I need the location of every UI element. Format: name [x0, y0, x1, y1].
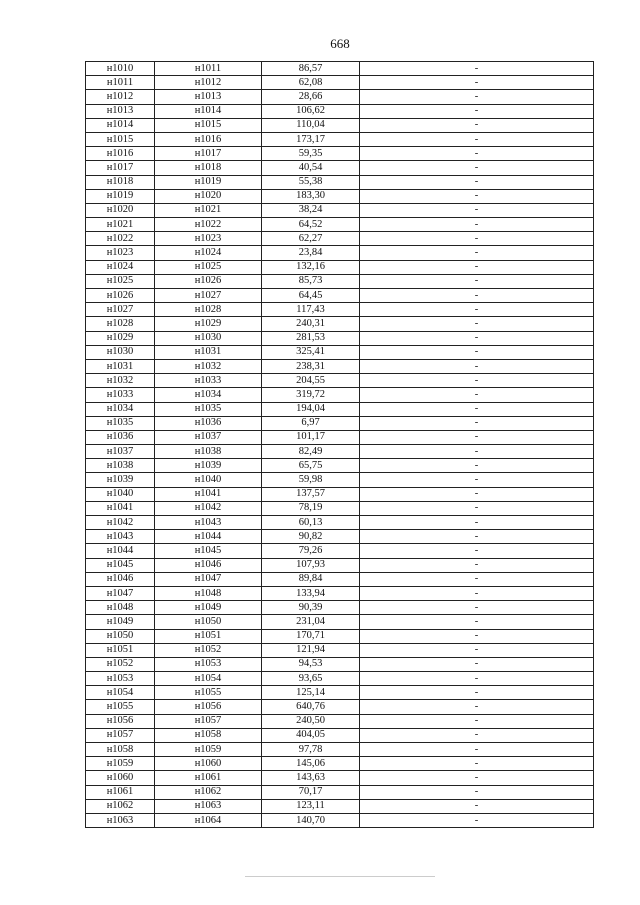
segment-length: 79,26 [262, 544, 360, 558]
segment-note: - [360, 189, 594, 203]
segment-note: - [360, 487, 594, 501]
segment-end-point: н1014 [155, 104, 262, 118]
segment-start-point: н1049 [86, 615, 155, 629]
segment-note: - [360, 785, 594, 799]
segment-end-point: н1016 [155, 132, 262, 146]
segment-note: - [360, 629, 594, 643]
segment-start-point: н1059 [86, 757, 155, 771]
segment-end-point: н1050 [155, 615, 262, 629]
segment-note: - [360, 331, 594, 345]
segment-start-point: н1045 [86, 558, 155, 572]
segment-start-point: н1037 [86, 445, 155, 459]
segment-start-point: н1032 [86, 374, 155, 388]
table-row [86, 90, 594, 104]
segment-start-point: н1010 [86, 62, 155, 76]
segment-start-point: н1039 [86, 473, 155, 487]
table-row [86, 728, 594, 742]
segment-note: - [360, 232, 594, 246]
segment-note: - [360, 175, 594, 189]
segment-start-point: н1040 [86, 487, 155, 501]
table-row [86, 757, 594, 771]
segment-note: - [360, 260, 594, 274]
segment-end-point: н1060 [155, 757, 262, 771]
table-row [86, 218, 594, 232]
table-row [86, 714, 594, 728]
segment-length: 240,31 [262, 317, 360, 331]
segment-note: - [360, 615, 594, 629]
segment-start-point: н1038 [86, 459, 155, 473]
segment-end-point: н1043 [155, 516, 262, 530]
segment-start-point: н1019 [86, 189, 155, 203]
segment-length: 125,14 [262, 686, 360, 700]
segment-start-point: н1056 [86, 714, 155, 728]
table-row [86, 785, 594, 799]
segment-note: - [360, 289, 594, 303]
segment-start-point: н1055 [86, 700, 155, 714]
segment-end-point: н1013 [155, 90, 262, 104]
segment-note: - [360, 161, 594, 175]
segment-length: 117,43 [262, 303, 360, 317]
segment-start-point: н1031 [86, 359, 155, 373]
table-row [86, 558, 594, 572]
table-row [86, 289, 594, 303]
table-row [86, 643, 594, 657]
segment-end-point: н1053 [155, 657, 262, 671]
segment-end-point: н1031 [155, 345, 262, 359]
segment-start-point: н1015 [86, 132, 155, 146]
table-row [86, 501, 594, 515]
segment-note: - [360, 76, 594, 90]
segment-start-point: н1012 [86, 90, 155, 104]
coordinates-table [85, 61, 594, 828]
segment-start-point: н1061 [86, 785, 155, 799]
segment-end-point: н1038 [155, 445, 262, 459]
segment-note: - [360, 203, 594, 217]
segment-end-point: н1056 [155, 700, 262, 714]
segment-start-point: н1029 [86, 331, 155, 345]
segment-length: 106,62 [262, 104, 360, 118]
table-row [86, 686, 594, 700]
segment-end-point: н1039 [155, 459, 262, 473]
segment-note: - [360, 388, 594, 402]
segment-note: - [360, 714, 594, 728]
segment-end-point: н1021 [155, 203, 262, 217]
segment-length: 64,52 [262, 218, 360, 232]
segment-length: 97,78 [262, 743, 360, 757]
segment-start-point: н1053 [86, 672, 155, 686]
table-row [86, 303, 594, 317]
segment-start-point: н1052 [86, 657, 155, 671]
segment-note: - [360, 274, 594, 288]
segment-end-point: н1027 [155, 289, 262, 303]
table-row [86, 629, 594, 643]
segment-end-point: н1018 [155, 161, 262, 175]
segment-length: 62,27 [262, 232, 360, 246]
segment-end-point: н1012 [155, 76, 262, 90]
segment-start-point: н1025 [86, 274, 155, 288]
segment-note: - [360, 303, 594, 317]
table-row [86, 657, 594, 671]
segment-note: - [360, 62, 594, 76]
segment-start-point: н1058 [86, 743, 155, 757]
table-row [86, 147, 594, 161]
segment-note: - [360, 104, 594, 118]
segment-length: 238,31 [262, 359, 360, 373]
segment-note: - [360, 132, 594, 146]
segment-note: - [360, 402, 594, 416]
segment-length: 65,75 [262, 459, 360, 473]
segment-end-point: н1017 [155, 147, 262, 161]
segment-note: - [360, 118, 594, 132]
table-row [86, 246, 594, 260]
segment-note: - [360, 672, 594, 686]
segment-end-point: н1022 [155, 218, 262, 232]
segment-length: 78,19 [262, 501, 360, 515]
table-row [86, 260, 594, 274]
segment-length: 55,38 [262, 175, 360, 189]
segment-length: 132,16 [262, 260, 360, 274]
segment-end-point: н1045 [155, 544, 262, 558]
segment-length: 319,72 [262, 388, 360, 402]
segment-note: - [360, 799, 594, 813]
segment-end-point: н1029 [155, 317, 262, 331]
table-row [86, 317, 594, 331]
segment-start-point: н1024 [86, 260, 155, 274]
table-row [86, 459, 594, 473]
table-row [86, 743, 594, 757]
table-row [86, 473, 594, 487]
segment-note: - [360, 572, 594, 586]
segment-length: 6,97 [262, 416, 360, 430]
segment-length: 140,70 [262, 813, 360, 827]
segment-length: 183,30 [262, 189, 360, 203]
segment-note: - [360, 416, 594, 430]
segment-length: 101,17 [262, 430, 360, 444]
segment-note: - [360, 374, 594, 388]
segment-length: 325,41 [262, 345, 360, 359]
table-row [86, 615, 594, 629]
segment-start-point: н1057 [86, 728, 155, 742]
segment-end-point: н1041 [155, 487, 262, 501]
segment-note: - [360, 601, 594, 615]
segment-length: 89,84 [262, 572, 360, 586]
table-body [86, 62, 594, 828]
segment-length: 194,04 [262, 402, 360, 416]
segment-end-point: н1035 [155, 402, 262, 416]
segment-start-point: н1013 [86, 104, 155, 118]
segment-note: - [360, 657, 594, 671]
segment-end-point: н1062 [155, 785, 262, 799]
segment-start-point: н1054 [86, 686, 155, 700]
segment-start-point: н1051 [86, 643, 155, 657]
table-row [86, 771, 594, 785]
segment-end-point: н1047 [155, 572, 262, 586]
segment-start-point: н1027 [86, 303, 155, 317]
table-row [86, 374, 594, 388]
table-row [86, 175, 594, 189]
segment-end-point: н1034 [155, 388, 262, 402]
segment-length: 170,71 [262, 629, 360, 643]
segment-end-point: н1024 [155, 246, 262, 260]
segment-length: 640,76 [262, 700, 360, 714]
segment-end-point: н1052 [155, 643, 262, 657]
segment-length: 94,53 [262, 657, 360, 671]
segment-start-point: н1020 [86, 203, 155, 217]
segment-length: 240,50 [262, 714, 360, 728]
table-row [86, 487, 594, 501]
segment-start-point: н1043 [86, 530, 155, 544]
segment-note: - [360, 501, 594, 515]
table-row [86, 76, 594, 90]
segment-note: - [360, 544, 594, 558]
segment-note: - [360, 728, 594, 742]
segment-note: - [360, 345, 594, 359]
segment-end-point: н1055 [155, 686, 262, 700]
segment-end-point: н1033 [155, 374, 262, 388]
segment-note: - [360, 743, 594, 757]
table-row [86, 62, 594, 76]
segment-length: 59,35 [262, 147, 360, 161]
table-row [86, 388, 594, 402]
segment-length: 204,55 [262, 374, 360, 388]
segment-length: 40,54 [262, 161, 360, 175]
segment-start-point: н1046 [86, 572, 155, 586]
table-row [86, 331, 594, 345]
segment-length: 133,94 [262, 586, 360, 600]
table-row [86, 700, 594, 714]
segment-start-point: н1048 [86, 601, 155, 615]
table-row [86, 359, 594, 373]
segment-end-point: н1026 [155, 274, 262, 288]
segment-end-point: н1064 [155, 813, 262, 827]
segment-note: - [360, 700, 594, 714]
table-row [86, 345, 594, 359]
page-number: 668 [330, 36, 350, 51]
segment-length: 38,24 [262, 203, 360, 217]
segment-length: 93,65 [262, 672, 360, 686]
segment-note: - [360, 516, 594, 530]
segment-start-point: н1034 [86, 402, 155, 416]
segment-length: 23,84 [262, 246, 360, 260]
segment-length: 110,04 [262, 118, 360, 132]
segment-length: 62,08 [262, 76, 360, 90]
table-row [86, 402, 594, 416]
table-row [86, 586, 594, 600]
segment-note: - [360, 147, 594, 161]
segment-length: 90,39 [262, 601, 360, 615]
segment-end-point: н1063 [155, 799, 262, 813]
table-row [86, 672, 594, 686]
segment-end-point: н1025 [155, 260, 262, 274]
segment-length: 86,57 [262, 62, 360, 76]
segment-end-point: н1011 [155, 62, 262, 76]
segment-start-point: н1036 [86, 430, 155, 444]
segment-start-point: н1062 [86, 799, 155, 813]
segment-note: - [360, 686, 594, 700]
segment-length: 60,13 [262, 516, 360, 530]
table-row [86, 430, 594, 444]
segment-end-point: н1046 [155, 558, 262, 572]
segment-note: - [360, 430, 594, 444]
segment-note: - [360, 530, 594, 544]
segment-start-point: н1042 [86, 516, 155, 530]
segment-start-point: н1017 [86, 161, 155, 175]
segment-length: 143,63 [262, 771, 360, 785]
segment-length: 281,53 [262, 331, 360, 345]
segment-end-point: н1019 [155, 175, 262, 189]
segment-note: - [360, 218, 594, 232]
segment-note: - [360, 359, 594, 373]
segment-start-point: н1035 [86, 416, 155, 430]
segment-length: 82,49 [262, 445, 360, 459]
footer-rule [245, 876, 435, 877]
segment-end-point: н1037 [155, 430, 262, 444]
segment-end-point: н1059 [155, 743, 262, 757]
segment-note: - [360, 813, 594, 827]
segment-length: 121,94 [262, 643, 360, 657]
segment-start-point: н1063 [86, 813, 155, 827]
segment-start-point: н1022 [86, 232, 155, 246]
segment-note: - [360, 771, 594, 785]
segment-note: - [360, 473, 594, 487]
segment-length: 145,06 [262, 757, 360, 771]
segment-length: 107,93 [262, 558, 360, 572]
table-row [86, 132, 594, 146]
table-row [86, 161, 594, 175]
segment-length: 123,11 [262, 799, 360, 813]
segment-note: - [360, 757, 594, 771]
segment-end-point: н1023 [155, 232, 262, 246]
segment-length: 28,66 [262, 90, 360, 104]
segment-end-point: н1057 [155, 714, 262, 728]
table-row [86, 445, 594, 459]
segment-end-point: н1036 [155, 416, 262, 430]
segment-note: - [360, 558, 594, 572]
segment-end-point: н1054 [155, 672, 262, 686]
segment-start-point: н1018 [86, 175, 155, 189]
segment-end-point: н1020 [155, 189, 262, 203]
segment-end-point: н1051 [155, 629, 262, 643]
table-row [86, 189, 594, 203]
segment-note: - [360, 317, 594, 331]
table-row [86, 813, 594, 827]
segment-start-point: н1023 [86, 246, 155, 260]
segment-end-point: н1058 [155, 728, 262, 742]
segment-start-point: н1030 [86, 345, 155, 359]
segment-end-point: н1030 [155, 331, 262, 345]
segment-length: 404,05 [262, 728, 360, 742]
table-row [86, 516, 594, 530]
segment-start-point: н1014 [86, 118, 155, 132]
segment-start-point: н1026 [86, 289, 155, 303]
segment-start-point: н1033 [86, 388, 155, 402]
segment-note: - [360, 445, 594, 459]
table-row [86, 232, 594, 246]
segment-length: 59,98 [262, 473, 360, 487]
segment-length: 85,73 [262, 274, 360, 288]
segment-start-point: н1060 [86, 771, 155, 785]
segment-note: - [360, 246, 594, 260]
segment-length: 173,17 [262, 132, 360, 146]
segment-start-point: н1016 [86, 147, 155, 161]
segment-start-point: н1028 [86, 317, 155, 331]
segment-end-point: н1042 [155, 501, 262, 515]
segment-start-point: н1011 [86, 76, 155, 90]
segment-start-point: н1047 [86, 586, 155, 600]
segment-length: 70,17 [262, 785, 360, 799]
segment-length: 90,82 [262, 530, 360, 544]
segment-note: - [360, 643, 594, 657]
segment-end-point: н1061 [155, 771, 262, 785]
segment-note: - [360, 90, 594, 104]
segment-note: - [360, 459, 594, 473]
segment-end-point: н1032 [155, 359, 262, 373]
table-row [86, 601, 594, 615]
table-row [86, 572, 594, 586]
segment-start-point: н1041 [86, 501, 155, 515]
table-row [86, 118, 594, 132]
table-row [86, 799, 594, 813]
table-row [86, 416, 594, 430]
segment-end-point: н1015 [155, 118, 262, 132]
segment-end-point: н1048 [155, 586, 262, 600]
segment-start-point: н1021 [86, 218, 155, 232]
table-row [86, 544, 594, 558]
segment-end-point: н1028 [155, 303, 262, 317]
segment-start-point: н1050 [86, 629, 155, 643]
segment-end-point: н1049 [155, 601, 262, 615]
table-row [86, 203, 594, 217]
segment-length: 231,04 [262, 615, 360, 629]
table-row [86, 274, 594, 288]
segment-end-point: н1040 [155, 473, 262, 487]
segment-length: 137,57 [262, 487, 360, 501]
segment-length: 64,45 [262, 289, 360, 303]
segment-end-point: н1044 [155, 530, 262, 544]
segment-note: - [360, 586, 594, 600]
table-row [86, 104, 594, 118]
table-row [86, 530, 594, 544]
segment-start-point: н1044 [86, 544, 155, 558]
